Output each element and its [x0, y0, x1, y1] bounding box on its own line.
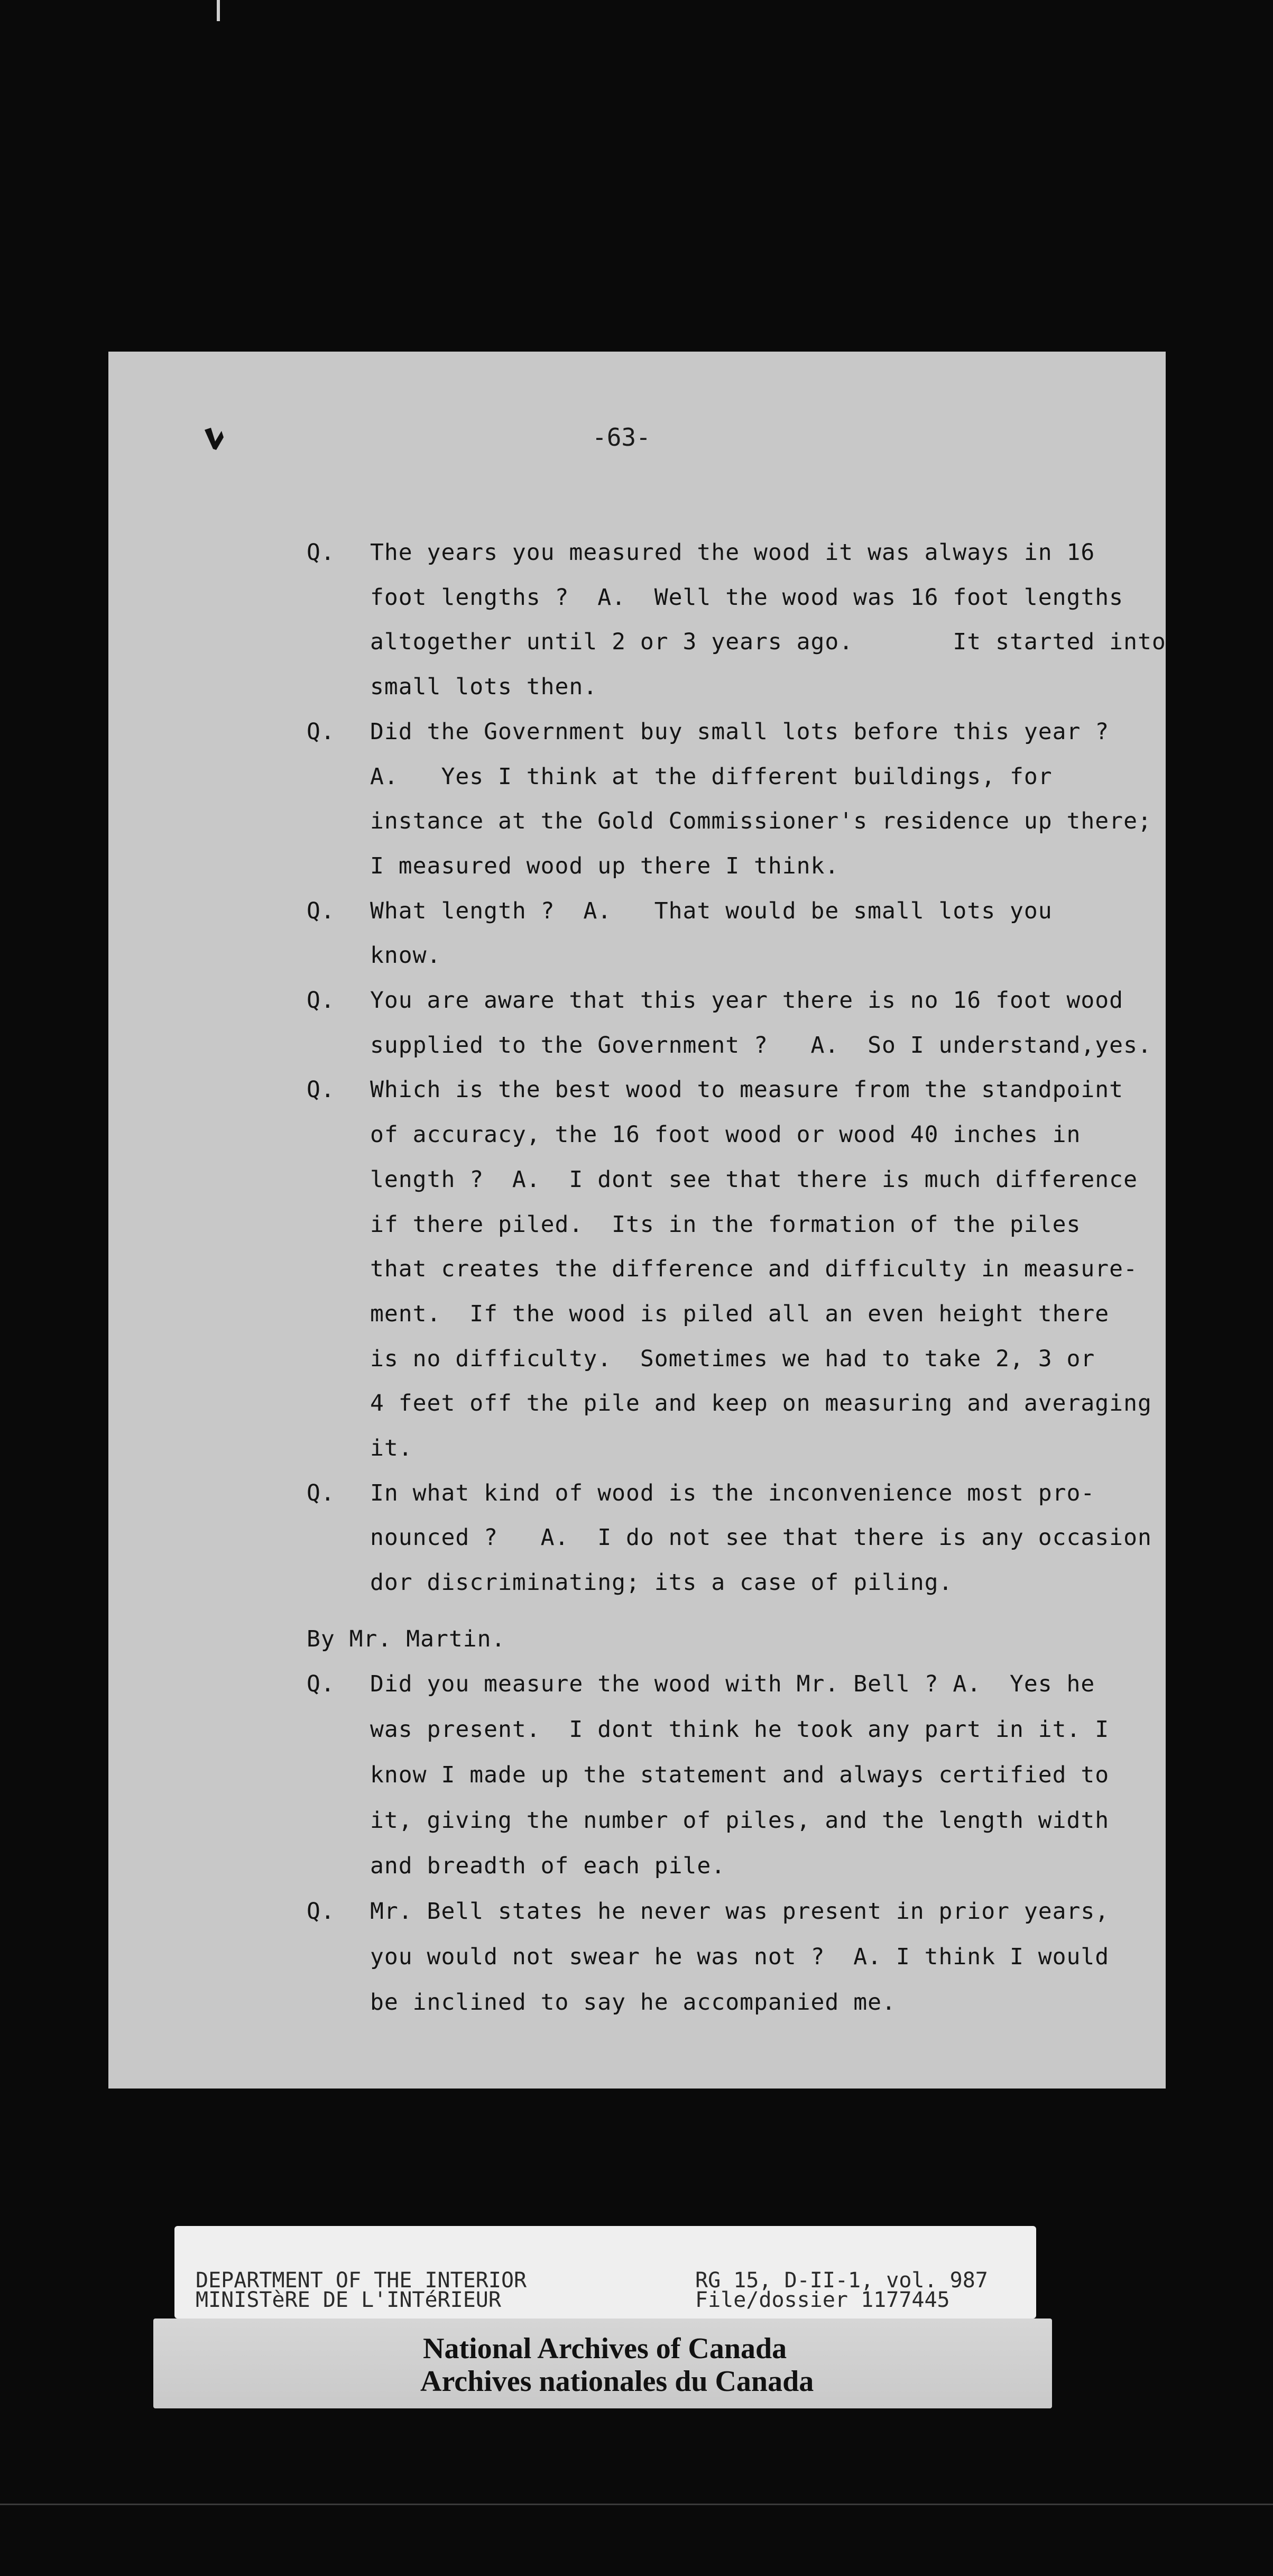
transcript-line: of accuracy, the 16 foot wood or wood 40 inches in: [370, 1121, 1081, 1148]
question-marker: Q.: [307, 1898, 335, 1925]
transcript-line: know I made up the statement and always certified to: [370, 1762, 1110, 1788]
department-english: DEPARTMENT OF THE INTERIOR: [196, 2268, 527, 2293]
transcript-line: What length ? A. That would be small lots you: [370, 897, 1053, 924]
question-marker: Q.: [307, 897, 335, 924]
transcript-line: foot lengths ? A. Well the wood was 16 foot lengths: [370, 584, 1124, 611]
question-marker: Q.: [307, 1479, 335, 1506]
record-group-reference: RG 15, D-II-1, vol. 987: [695, 2268, 988, 2293]
transcript-line: instance at the Gold Commissioner's residence up there;: [370, 808, 1152, 835]
transcript-line: Did the Government buy small lots before this year ?: [370, 718, 1110, 745]
question-marker: Q.: [307, 718, 335, 745]
file-reference: File/dossier 1177445: [695, 2288, 950, 2312]
transcript-line: length ? A. I dont see that there is much difference: [370, 1166, 1138, 1193]
transcript-line: it.: [370, 1435, 413, 1461]
transcript-line: you would not swear he was not ? A. I think I would: [370, 1944, 1110, 1970]
archives-name-english: National Archives of Canada: [423, 2332, 787, 2365]
question-marker: Q.: [307, 1077, 335, 1103]
transcript-line: was present. I dont think he took any part in it. I: [370, 1716, 1110, 1743]
question-marker: Q.: [307, 539, 335, 566]
transcript-line: I measured wood up there I think.: [370, 852, 840, 879]
scan-edge-mark: [217, 0, 220, 21]
transcript-line: 4 feet off the pile and keep on measuring and averaging: [370, 1390, 1152, 1417]
transcript-line: In what kind of wood is the inconvenience most pro-: [370, 1479, 1095, 1506]
transcript-line: The years you measured the wood it was always in 16: [370, 539, 1095, 566]
bottom-divider: [0, 2504, 1273, 2505]
transcript-line: ment. If the wood is piled all an even height there: [370, 1300, 1110, 1327]
transcript-line: You are aware that this year there is no 16 foot wood: [370, 987, 1124, 1014]
transcript-line: is no difficulty. Sometimes we had to take 2, 3 or: [370, 1345, 1095, 1372]
transcript-line: Which is the best wood to measure from the standpoint: [370, 1077, 1124, 1103]
check-mark-icon: [204, 426, 225, 452]
archives-name-french: Archives nationales du Canada: [420, 2365, 814, 2398]
transcript-line: A. Yes I think at the different buildings, for: [370, 763, 1053, 790]
transcript-line: if there piled. Its in the formation of the piles: [370, 1211, 1081, 1238]
department-french: MINISTèRE DE L'INTéRIEUR: [196, 2288, 501, 2312]
section-heading: By Mr. Martin.: [307, 1626, 506, 1652]
question-marker: Q.: [307, 1671, 335, 1697]
transcript-line: it, giving the number of piles, and the length width: [370, 1807, 1110, 1834]
transcript-line: Did you measure the wood with Mr. Bell ? A. Yes he: [370, 1671, 1095, 1697]
transcript-line: know.: [370, 942, 441, 969]
transcript-line: small lots then.: [370, 674, 598, 701]
page-number: -63-: [592, 423, 651, 452]
transcript-line: be inclined to say he accompanied me.: [370, 1989, 896, 2016]
transcript-line: dor discriminating; its a case of piling.: [370, 1569, 953, 1596]
transcript-line: supplied to the Government ? A. So I understand,yes.: [370, 1032, 1152, 1059]
question-marker: Q.: [307, 987, 335, 1014]
transcript-line: Mr. Bell states he never was present in prior years,: [370, 1898, 1110, 1925]
transcript-line: and breadth of each pile.: [370, 1853, 726, 1879]
transcript-line: altogether until 2 or 3 years ago. It started into: [370, 629, 1166, 656]
transcript-line: that creates the difference and difficulty in measure-: [370, 1256, 1138, 1283]
transcript-line: nounced ? A. I do not see that there is any occasion: [370, 1524, 1152, 1551]
